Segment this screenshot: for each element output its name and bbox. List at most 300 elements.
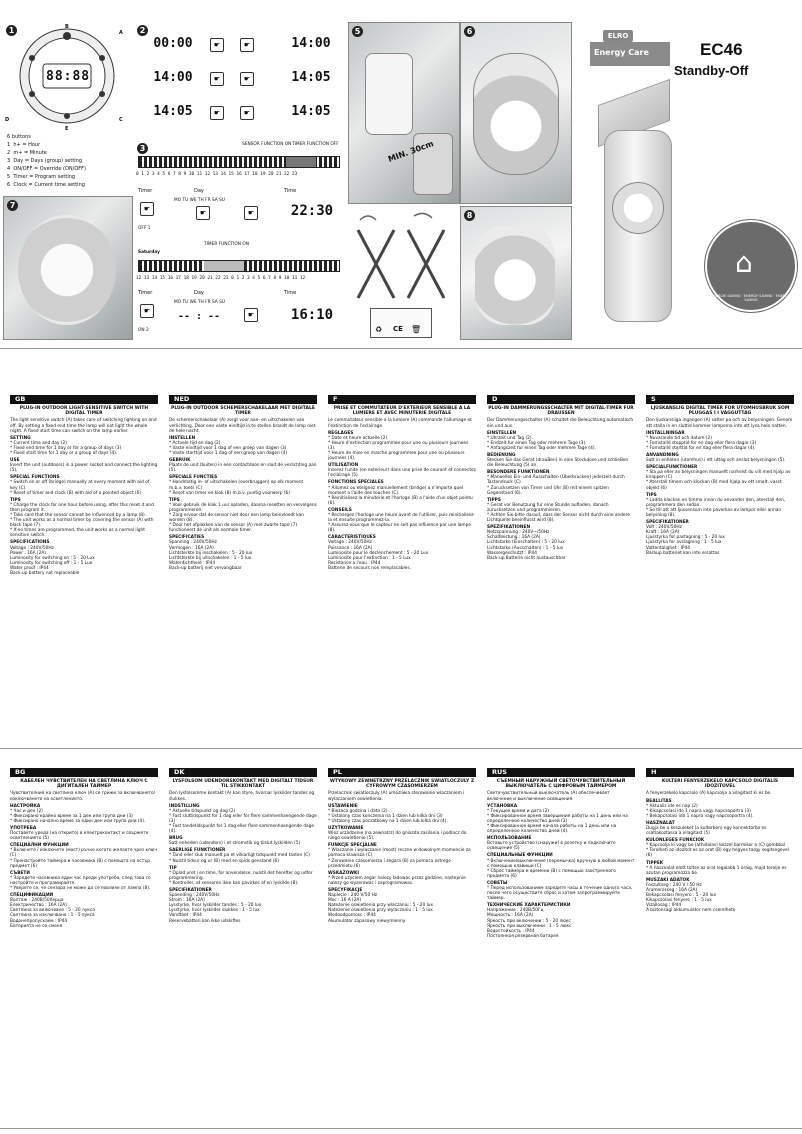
section-line: Schaltleistung : 16A (2A) [487, 535, 541, 541]
lang-header: H [646, 768, 794, 777]
section-head: WSKAZOWKI [328, 870, 359, 876]
panel-5-installation-photo [348, 22, 460, 204]
label-timer: Timer [138, 290, 153, 296]
section-line: Backup batteriet kan inte ersattas [646, 550, 720, 556]
section-line: Natezenie oswietlenia przy wylaczaniu : 1 - 5 lux [328, 908, 433, 914]
section-line: Lysstyrke, hvor lyskilder slukkes : 1 - 5 lux [169, 908, 260, 914]
section-line: Волтаж : 240В/50Херца [10, 898, 64, 904]
section-line: * Nulstil tidsur og ur (B) med en spids genstand (6) [169, 858, 279, 864]
section-line: Puissance : 16A (2A) [328, 545, 373, 551]
section-line: Strom : 16A (2A) [169, 898, 205, 904]
panel-3-sensor-timeline [134, 140, 346, 236]
column-title: KULTERI FENYERZEKELO KAPCSOLO DIGITALIS IDOZITOVEL [661, 779, 779, 790]
section-head: REGLAGES [328, 430, 354, 436]
product-model: EC46 [700, 40, 743, 59]
lcd-clock: 22:30 [284, 202, 340, 220]
section-head: TIP [169, 865, 177, 871]
column-pl [328, 768, 476, 1120]
column-intro: Przelacznik swiatloczuly (A) umozliwia sterowanie wlaczaniem i wylaczaniem oswietlenia. [328, 791, 465, 802]
energy-badge-text: ENERGIE SAVING · ENERGY SAVING · ENERGIE SAVING [710, 294, 792, 302]
section-line: * A hasznalat elott toltse az orat legalabb 1 oraig, majd torolje es azutan programozza be. [646, 865, 787, 876]
section-line: Inserez l'unite (en exterieur) dans une prise de courant et connectez l'eclairage (5). [328, 468, 476, 479]
legend-item: 2 m+ = Minute [7, 150, 47, 156]
section-line: Напряжение : 240В/50Гц [487, 908, 544, 914]
section-line: * Heure d'extinction programmee pour une ou plusieurs journees (3). [328, 440, 469, 451]
section-line: Power : 16A (2A) [10, 550, 46, 556]
panel-4-timer-timeline [134, 240, 346, 338]
section-head: FONCTIONS SPECIALES [328, 480, 384, 486]
hand-press-icon: ☛ [196, 206, 210, 220]
timer-on-segment [204, 261, 244, 271]
label-time: Time [284, 188, 297, 194]
section-line: Vattentalighet : IP44 [646, 545, 690, 551]
section-line: Мощность : 16A (2A) [487, 913, 534, 919]
section-line: Водонепропускаем : IP44 [10, 918, 68, 924]
section-line: * Manuelles Ein- und Ausschalten (Uberbrucken) jederzeit durch Tastendruck (C). [487, 475, 625, 486]
section-line: * Current time and day (2) [10, 440, 67, 446]
label-day: Day [194, 290, 204, 296]
section-head: SPECIFICATIONS [10, 540, 50, 546]
hand-press-icon: ☛ [244, 206, 258, 220]
lang-header: D [487, 395, 635, 404]
column-rus [487, 768, 635, 1120]
section-line: Batterie de secours non remplacables. [328, 565, 411, 571]
section-line: Електричество : 16A (2A) [10, 903, 67, 909]
section-head: СПЕЦИАЛЬНЫЕ ФУНКЦИИ [487, 853, 553, 859]
section-line: A biztonsagi akkumulator nem cserelheto [646, 908, 736, 914]
callout-a: A [119, 30, 123, 36]
hand-press-icon: ☛ [210, 106, 224, 120]
divider [0, 348, 802, 349]
section-head: TIPS [169, 497, 180, 503]
hand-press-icon: ☛ [210, 72, 224, 86]
section-line: * Фиксированное время начала работы на 1 день или на определенное количество дней (4). [487, 823, 617, 835]
section-line: Moc : 16 A (2A) [328, 898, 362, 904]
section-line: Lichtstarke (Ausschalten) : 1 - 5 lux [487, 545, 564, 551]
section-line: * Voor gebruik de klok 1 uur opladen, daarna resetten en vervolgens programmeren. [169, 502, 317, 513]
hand-press-icon: ☛ [240, 72, 254, 86]
section-line: Vermogen : 16A (2A) [169, 545, 214, 551]
legend-sensor-on: SENSOR FUNCTION ON [242, 142, 292, 147]
section-line: Aramerosseg : 16A (2A) [646, 888, 698, 893]
column-intro: A fenyerzekelo kapcsolo (A) kapcsolja a vilagitast ki es be. [646, 791, 772, 797]
column-gb [10, 395, 158, 740]
section-head: MUSZAKI ADATOK [646, 877, 690, 883]
column-intro: The light sensitive switch (A) takes care of switching lighting on and off. By setting a fixed end time the lamp will not light the whole night. A fixed start time can switch on the lamp earlier. [10, 418, 157, 434]
legend-timer-on: TIMER FUNCTION ON [204, 242, 249, 247]
section-head: BRUG [169, 836, 183, 842]
lcd-row1-left: 00:00 [148, 36, 198, 52]
section-line: * Заредете часовника един час преди употреба, след това го настройте и програмирайте. [10, 875, 151, 886]
clock-display: 88:88 [46, 69, 91, 84]
section-line: * Включение/выключение (перемычка) вручную в любой момент с помощью клавиши (С) [487, 858, 635, 869]
section-line: * Час и ден (2) [10, 808, 43, 814]
section-line: * Vaste starttijd voor 1 dag of een groep van dagen (4) [169, 450, 288, 456]
section-head: TIPS [10, 497, 21, 503]
section-line: * Wlaczanie i wylaczanie (most) reczne w dowolnym momencie za pomoca klawisza (C) [328, 848, 471, 859]
section-line: Bekapcsolasi fenyero : 5 - 20 lux [646, 893, 717, 899]
section-line: Natezenie oswietlenia przy wlaczaniu : 5 - 20 lux [328, 903, 434, 909]
section-head: ТЕХНИЧЕСКИЕ ХАРАКТЕРИСТИКИ [487, 903, 571, 909]
hand-press-icon: ☛ [240, 38, 254, 52]
panel-7-tape-photo [3, 196, 133, 340]
section-line: Ljusstyrka for pastagning : 5 - 20 lux [646, 535, 725, 541]
panel-number: 5 [352, 26, 363, 37]
section-line: Volt : 240V/50Hz [646, 525, 682, 531]
legend-item: 1 h+ = Hour [7, 142, 41, 148]
day-saturday: Saturday [138, 250, 160, 255]
section-line: Satt in enheten (utomhus) i ett uttag och anslut belysningen (5). [646, 458, 786, 464]
section-line: Lichtsterkte bij inschakelen : 5 - 20 lux [169, 550, 253, 556]
section-head: SAERLIGE FUNKTIONER [169, 848, 226, 854]
column-s [646, 395, 794, 740]
days-row: MO TU WE TH FR SA SU [174, 198, 225, 203]
product-subtitle: Standby-Off [674, 63, 749, 78]
section-line: Kraft : 16A (2A) [646, 530, 680, 536]
section-head: TIPPEK [646, 860, 664, 866]
section-head: SPECIALE FUNCTIES [169, 475, 218, 481]
timer-dial [612, 182, 664, 234]
column-title: PRISE ET COMMUTATEUR D'EXTERIEUR SENSIBLE A LA LUMIERE ET AVEC MINUTERIE DIGITALE [333, 406, 471, 417]
section-head: СПЕЦИФИКАЦИИ [10, 893, 54, 899]
section-line: Spanning : 240V/50Hz [169, 540, 217, 546]
section-line: * Kapcsolja ki vagy be (athidalas) kezzel barmikor a (C) gombbal [646, 843, 785, 849]
section-line: * Nuvarande tid och datum (2) [646, 435, 712, 441]
panel-number: 2 [137, 25, 148, 36]
column-intro: Le commutateur sensible a la lumiere (A) commande l'allumage et l'extinction de l'eclairage. [328, 418, 472, 429]
lang-header: RUS [487, 768, 635, 777]
callout-e: E [65, 126, 69, 132]
section-line: * Сброс таймера и времени (В) с помощью заостренного предмета (6) [487, 868, 616, 879]
section-line: * Handmatig in- of uitschakelen (overbruggen) op elk moment m.b.v. toets (C) [169, 480, 304, 491]
column-ned [169, 395, 317, 740]
section-line: Lysstyrke, hvor lyskilder tandes : 5 - 20 lux [169, 903, 262, 909]
column-f [328, 395, 476, 740]
section-line: * Date et heure actuelle (2) [328, 435, 388, 441]
panel-1-device-overview [3, 22, 131, 192]
section-line: * Biezaca godzina i data (2) [328, 808, 388, 814]
section-line: * Фиксирано крайно време за 1 ден или група дни (3) [10, 813, 133, 819]
section-line: Spaending : 240V/50Hz [169, 893, 220, 899]
section-line: * Фиксирано начално време за един ден или група дни (4). [10, 818, 146, 824]
section-head: UZYTKOWANIE [328, 825, 364, 831]
min-distance-label: MIN. 30cm [386, 139, 435, 164]
section-line: * Ustalony czas poczatkowy na 1 dzien lub kilka dni (4). [328, 818, 448, 824]
section-line: * Switch on or off (bridge) manually at every moment with aid of key (C) [10, 480, 150, 491]
legend-item: 4 ON/OFF = Override (ON/OFF) [7, 166, 86, 172]
section-line: * Reset van timer en klok (B) m.b.v. puntig voorwerp (6) [169, 490, 290, 496]
section-line: Luminosity for switching off : 1 - 5 Lux [10, 560, 93, 566]
section-line: * Endzeit fur einen Tag oder mehrere Tage (3). [487, 440, 587, 446]
section-line: Ljusstyrka for avslagning : 1 - 5 lux [646, 540, 722, 546]
section-line: Яркость при включении : 5 - 20 люкс [487, 918, 571, 924]
section-line: * Fornstalld starttid for en dag eller flera dagar (4). [646, 445, 756, 451]
section-head: СЪВЕТИ [10, 870, 30, 876]
section-head: USE [10, 458, 20, 464]
section-line: * Ustalony czas konczenia na 1 dzien lub kilka dni (3) [328, 813, 443, 819]
section-line: * Rechargez l'horloge une heure avant de l'utiliser, puis reinitialisez-la et ensuite programmez-la. [328, 513, 475, 524]
section-head: UTILISATION [328, 463, 359, 469]
section-line: Voltage : 240V/50Hz [328, 540, 372, 546]
lcd-row3-left: 14:05 [148, 104, 198, 120]
section-line: * Ladda klockan en timme innan du anvander den, aterstall den, programmera den sedan. [646, 497, 786, 508]
section-head: HASZNALAT [646, 820, 675, 826]
timer-off-segment [286, 157, 316, 167]
timer-sub: OFF 1 [138, 226, 151, 231]
crossed-out-placements [350, 210, 458, 310]
lcd-row2-right: 14:05 [282, 70, 340, 86]
section-line: Wassergeschutzt : IP44 [487, 550, 537, 556]
section-line: * Reinitialisez la minuterie et l'horloge (B) a l'aide d'un objet pointu (6). [328, 495, 473, 506]
column-title: СЪЕМНЫЙ НАРУЖНЫЙ СВЕТОЧУВСТВИТЕЛЬНЫЙ ВЫКЛЮЧАТЕЛЬ С ЦИФРОВЫМ ТАЙМЕРОМ [496, 779, 626, 790]
hand-press-icon: ☛ [240, 106, 254, 120]
column-title: PLUG-IN OUTDOOR LIGHT-SENSITIVE SWITCH WITH DIGITAL TIMER [19, 406, 149, 417]
device-silhouette [365, 53, 413, 135]
section-line: Kikapcsolasi fenyero : 1 - 5 lux [646, 898, 712, 904]
section-line: * Fast sluttidspunkt for 1 dag eller for flere sammenhaengende dage (3) [169, 813, 317, 824]
section-line: Resistance a l'eau : IP44 [328, 560, 381, 566]
section-head: USTAWIENIE [328, 803, 358, 809]
buttons-legend [7, 142, 131, 190]
section-line: * Gerat vor Benutzung fur eine Stunde aufladen, danach zurucksetzen und programmieren. [487, 502, 609, 513]
section-head: INDSTILLING [169, 803, 200, 809]
section-line: * Take care that the sensor cannot be influenced by a lamp (8). [10, 513, 147, 518]
section-line: * Zurucksetzen von Timer und Uhr (B) mit einem spitzen Gegenstand (6). [487, 485, 609, 496]
legend-item: 5 Timer = Program setting [7, 174, 76, 180]
lang-header: DK [169, 768, 317, 777]
legend-timer-off: TIMER FUNCTION OFF [292, 142, 339, 147]
hand-press-icon: ☛ [140, 304, 154, 318]
section-head: BESONDERE FUNKTIONEN [487, 470, 550, 476]
section-head: СПЕЦИАЛНИ ФУНКЦИИ [10, 843, 69, 849]
bin-icon: 🗑 [411, 325, 422, 334]
lang-header: PL [328, 768, 476, 777]
section-line: Поставете уреда (на открито) в електроконтакт и свържете осветлението (5) [10, 831, 149, 842]
section-line: * Kikapcsolasi ido 1 napra vagy napcsoportra (3) [646, 808, 751, 814]
column-intro: Чувствителния на светлина ключ (А) се грижи за включването/изключването на осветлението. [10, 791, 156, 802]
lang-header: GB [10, 395, 158, 404]
column-title: WTYKOWY ZEWNETRZNY PRZELACZNIK SWIATLOCZULY Z CYFROWYM CZASOMIERZEM [329, 779, 475, 790]
ce-mark-icon: CE [393, 325, 403, 333]
section-line: * Фиксированное время завершения работы на 1 день или на определенное количество дней (3) [487, 813, 628, 824]
section-line: Stecken Sie das Gerat (drauBen) in eine Steckdose und schlieBen die Beleuchtung (5) an. [487, 458, 629, 469]
section-line: Постоянная резервная батарея [487, 933, 559, 939]
section-line: Батерията не се сменя [10, 923, 63, 929]
section-line: * Heure de mise en marche programmee pour une ou plusieurs journees (4). [328, 450, 465, 462]
column-title: КАБЕЛЕН ЧУВСТВИТЕЛЕН НА СВЕТЛИНА КЛЮЧ С ДИГИТАЛЕН ТАЙМЕР [20, 779, 148, 790]
section-line: Водостойкость : IP44 [487, 928, 535, 934]
section-head: СОВЕТЫ [487, 880, 508, 886]
lcd-row2-left: 14:00 [148, 70, 198, 86]
section-head: НАСТРОЙКА [10, 803, 41, 809]
lang-header: F [328, 395, 476, 404]
label-day: Day [194, 188, 204, 194]
panel-number: 6 [464, 26, 475, 37]
column-intro: Der Dammerungsschalter (A) schaltet die Beleuchtung automatisch ein und aus. [487, 418, 634, 429]
section-line: * Aktualis ido es nap (2) [646, 803, 698, 809]
section-line: * Fixed end time for 1 day or for a group of days (3) [10, 445, 122, 451]
section-line: * Включете / изключете (мост) ръчно когато желаете чрез ключ (С) [10, 848, 157, 859]
panel-number: 3 [137, 143, 148, 154]
section-line: * Zorg ervoor dat de sensor niet door een lamp beinvloedt kan worden (8). [169, 513, 305, 524]
section-line: * Vaste eindtijd voor 1 dag of een groep van dagen (3) [169, 445, 287, 451]
section-line: Lichtsterkte bij uitschakelen : 1 - 5 lux [169, 555, 252, 561]
section-head: ANVANDNING [646, 452, 679, 458]
section-line: * Уверете се, че сензора не може да се повлияе от лампа (8). [10, 886, 151, 891]
section-line: * Reset of timer and clock (B) with aid of a pointed object (6) [10, 490, 142, 496]
column-bg [10, 768, 158, 1120]
section-line: Luminosite pour l'extinction : 1 - 5 Lux [328, 555, 411, 561]
section-line: Dugja be a keszuleket (a kulterben) egy konnektorba es csatlakoztassa a vilagitast (5) [646, 825, 767, 837]
column-title: LYSFOLSOM UDENDORSKONTAKT MED DIGITALT TIDSUR TIL STIKKONTAKT [172, 779, 314, 790]
section-head: INSTALLNINGAR [646, 430, 685, 436]
section-line: * Door het afplakken van de sensor (A) met zwarte tape (7) functioneert de unit als normale timer. [169, 523, 298, 534]
section-line: Wloz urzadzenie (na zewnatrz) do gniazda zasilania i podlacz do niego oswietlenie (5). [328, 831, 467, 842]
lang-header: S [646, 395, 794, 404]
section-line: * Bekapcsolasi ido 1 napra vagy napcsoportra (4). [646, 813, 754, 819]
section-line: * Fast tandetidspunkt for 1 dag eller flere sammenhaengende dage (4). [169, 823, 315, 835]
section-line: * Uhrzeit und Tag (2). [487, 435, 533, 441]
column-intro: Den lysfolsomme kontakt (A) kan styre, hvornar lyskilder tandes og slukkes. [169, 791, 315, 802]
hour-ticks: 12 13 14 15 16 17 18 19 20 21 22 23 0 1 2 3 4 5 6 7 8 9 10 11 12 [136, 276, 306, 281]
section-line: * Przed uzyciem zegar nalezy ladowac przez godzine, nastepnie nalezy go wyzerowac i zaprogramowac. [328, 875, 466, 886]
section-line: * Achten Sie bitte darauf, dass der Sensor nicht durch eine andere Lichtquelle beeinflusst wird (8). [487, 513, 630, 524]
section-line: * Текущее время и дата (2) [487, 808, 550, 814]
section-line: Netzspannung : 240V~/50Hz [487, 530, 550, 536]
section-head: SPECIAL FUNCTIONS [10, 475, 60, 481]
section-line: * Assurez-vous que le capteur ne soit pas influence par une lampe (8). [328, 523, 471, 534]
section-line: * Fornstalld stopptid for en dag eller flera dagar (3) [646, 440, 757, 446]
panel-6-reset-photo [460, 22, 572, 204]
house-icon: ⌂ [735, 246, 753, 279]
section-head: SPEZIFIKATIONEN [487, 525, 531, 531]
section-line: * Charge the clock for one hour before using, after this reset it and then program it. [10, 502, 154, 513]
section-line: * Перед использованием зарядите часы в течение одного часа, после чего осуществите сброс и затем запрограммируйте таймер. [487, 886, 633, 902]
section-line: Яркость при выключении : 1 - 5 люкс [487, 923, 572, 929]
section-line: * Torolheti az idozitot es az orat (B) egy hegyes targy segitsegevel (6) [646, 848, 789, 859]
section-line: Вставьте устройство (снаружи) в розетку и подключите освещение (5) [487, 841, 616, 852]
section-line: Reservebatteri kan ikke udskiftes [169, 918, 241, 924]
column-title: PLUG-IN OUTDOOR SCHEMERSCHAKELAAR MET DIGITALE TIMER [171, 406, 315, 417]
section-line: Vizallosag : IP44 [646, 903, 682, 909]
column-title: LJUSKANSLIG DIGITAL TIMER FOR UTOMHUSBRUK SOM PLUGGAS I I VAGGUTTAG [650, 406, 790, 417]
device-closeup [18, 215, 116, 325]
section-head: SPECIFIKATIONER [646, 520, 689, 526]
section-line: Back-up battery not replaceable [10, 571, 80, 577]
section-head: KULONLEGES FUNKCIOK [646, 838, 705, 844]
section-head: SPECIFICATIES [169, 535, 205, 541]
section-line: * Пренастройте таймера и часовника (В) с помощта на остър предмет (6) [10, 858, 150, 869]
divider [0, 1128, 802, 1129]
column-intro: De schemerschakelaar (A) zorgt voor aan- en uitschakelen van verlichting. Door een vaste eindtijd in te stellen brandt de lamp niet de hele nacht. [169, 418, 316, 434]
column-dk [169, 768, 317, 1120]
energy-saving-badge [705, 220, 797, 312]
section-head: УПОТРЕБА [10, 825, 37, 831]
panel-8-wrong-placement [460, 206, 572, 340]
device-closeup [475, 225, 555, 325]
section-line: Lichtstarke (Einschalten) : 5 - 20 lux [487, 540, 565, 546]
panel-number: 8 [464, 210, 475, 221]
section-line: Vandtaet : IP44 [169, 913, 202, 919]
callout-c: C [119, 117, 123, 123]
section-head: CARACTERISTIQUES [328, 535, 376, 541]
section-line: * Se till att att ljussensorn inte paverkas av lampor eller annan belysning (8). [646, 507, 782, 518]
brand-logo: ELRO [603, 30, 633, 42]
section-head: SPECIALFUNKTIONER [646, 465, 698, 471]
section-line: Back-up Batterie nicht austauschbar [487, 555, 566, 561]
legend-item: 3 Day = Days (group) setting [7, 158, 83, 164]
section-head: INSTELLEN [169, 435, 196, 441]
column-intro: Den ljuskansliga ingangen (A) satter pa och av belysningen. Genom att stalla in en sluttid kommer lamporna inte att lysa hela natten. [646, 418, 793, 429]
section-line: Plaats de unit (buiten) in een contactdoos en sluit de verlichting aan (5). [169, 463, 317, 474]
column-h [646, 768, 794, 1120]
section-line: Insert the unit (outdoors) in a power socket and connect the lighting (5). [10, 463, 158, 474]
column-title: PLUG-IN DAMMERUNGSSCHALTER MIT DIGITAL-TIMER FUR DRAUSSEN [488, 406, 634, 417]
section-head: TIPPS [487, 497, 501, 503]
device-closeup [473, 53, 559, 175]
section-head: SETTING [10, 435, 31, 441]
recycle-icon: ♻ [375, 325, 383, 334]
callout-d: D [5, 117, 10, 123]
section-head: EINSTELLEN [487, 430, 517, 436]
section-head: TIPS [646, 492, 657, 498]
buttons-title: 6 buttons [7, 134, 31, 140]
divider [0, 748, 802, 749]
section-line: * Anfangszeit fur einen Tag oder mehrere Tage (4). [487, 445, 596, 451]
section-line: Светлина за изключване : 1 - 5 лукса [10, 913, 95, 919]
section-line: * Kontroller, at sensoren ikke kan pavirkes af en lyskilde (8). [169, 880, 299, 886]
column-d [487, 395, 635, 740]
section-line: * Allumez ou eteignez manuellement (bridge) a n'importe quel moment a l'aide des touches (C). [328, 485, 464, 496]
lang-header: NED [169, 395, 317, 404]
section-line: Luminosite pour le declenchement : 5 - 20 Lux [328, 550, 429, 556]
panel-number: 7 [7, 200, 18, 211]
hand-press-icon: ☛ [244, 308, 258, 322]
section-line: Wodoodpornosc : IP44 [328, 913, 376, 919]
legend-item: 6 Clock = Current time setting [7, 182, 85, 188]
section-head: GEBRUIK [169, 458, 191, 464]
section-head: SPECYFIKACJE [328, 888, 363, 893]
section-line: * Aktuelle tidspunkt og dag (2) [169, 808, 236, 814]
section-line: * Fixed start time for 1 day or a group of days (4). [10, 450, 118, 456]
section-line: * Actuele tijd en dag (2) [169, 440, 221, 446]
lcd-clock: 16:10 [284, 306, 340, 324]
section-head: BEALLITAS [646, 798, 672, 804]
label-timer: Timer [138, 188, 153, 194]
section-line: * Zerowanie czasomierza i zegara (B) za pomoca ostrego przedmiotu (6) [328, 858, 451, 869]
section-line: Светлина за включване : 5 - 20 лукса [10, 908, 95, 914]
hand-press-icon: ☛ [210, 38, 224, 52]
section-head: УСТАНОВКА [487, 803, 518, 809]
product-photo [590, 42, 688, 332]
timer-sub: ON 2 [138, 328, 149, 333]
section-line: * Aterstall timern och klockan (B) med hjalp av ett smalt, vasst objekt (6) [646, 480, 782, 491]
hand-press-icon: ☛ [140, 202, 154, 216]
section-line: Feszultseg : 240 V / 50 Hz [646, 882, 702, 888]
lcd-left: -- : -- [174, 310, 224, 324]
section-line: Akumulator zapasowy niewymienny [328, 918, 406, 924]
lcd-row1-right: 14:00 [282, 36, 340, 52]
section-head: ИСПОЛЬЗОВАНИЕ [487, 836, 532, 842]
section-line: * The unit works as a normal timer by covering the sensor (A) with black tape (7). [10, 518, 154, 529]
panel-2-time-setting [134, 22, 346, 130]
lang-header: BG [10, 768, 158, 777]
callout-b: B [65, 24, 69, 30]
lcd-row3-right: 14:05 [282, 104, 340, 120]
section-line: Satt enheden (udendors) i et stromstik og tilslut lyskilden (5) [169, 841, 301, 847]
section-line: Back-up batterij niet vervangbaar [169, 565, 242, 571]
column-intro: Светочувствительный выключатель (А) обеспечивает включение и выключение освещения. [487, 791, 610, 802]
